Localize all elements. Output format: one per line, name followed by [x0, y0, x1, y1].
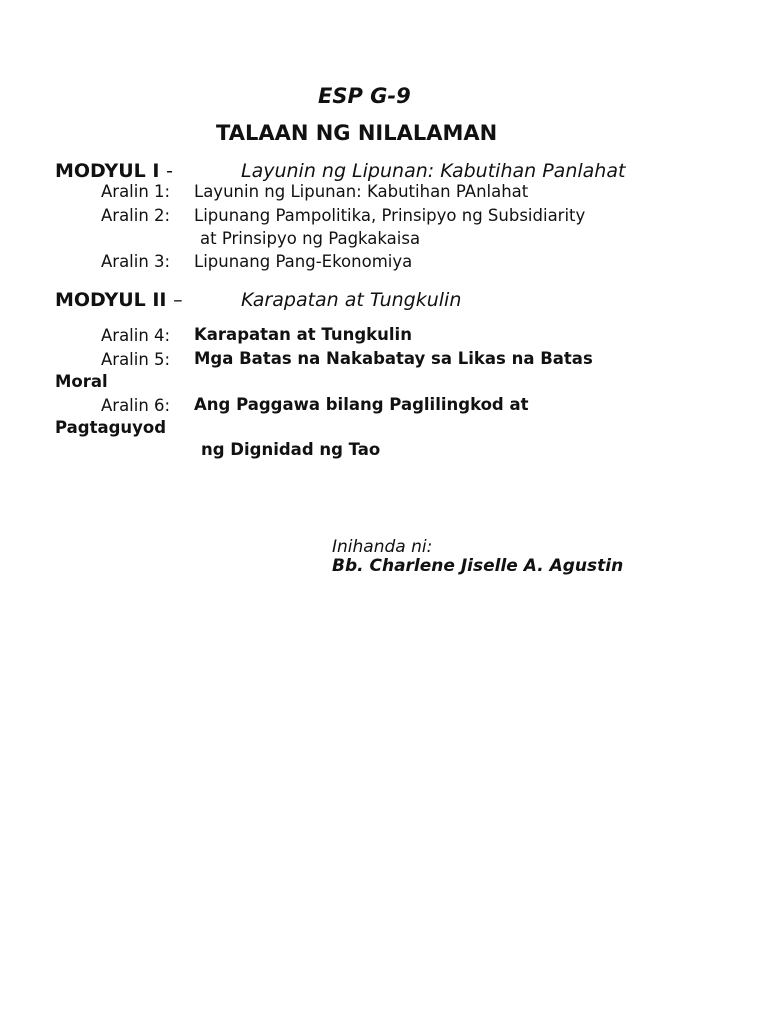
aralin-5-title-wrap: Moral [55, 372, 108, 391]
aralin-5-title: Mga Batas na Nakabatay sa Likas na Batas [194, 349, 593, 368]
document-title: ESP G-9 [318, 84, 411, 108]
toc-heading: TALAAN NG NILALAMAN [216, 121, 498, 145]
aralin-3-title: Lipunang Pang-Ekonomiya [194, 252, 413, 271]
modyul-1-label-text: MODYUL I [55, 160, 160, 182]
modyul-2-title: Karapatan at Tungkulin [241, 289, 462, 311]
prepared-by-name: Bb. Charlene Jiselle A. Agustin [332, 556, 624, 576]
aralin-4-number: Aralin 4: [101, 326, 171, 345]
aralin-2-number: Aralin 2: [101, 206, 171, 225]
aralin-2-title: Lipunang Pampolitika, Prinsipyo ng Subsidiarity [194, 206, 586, 225]
aralin-6-number: Aralin 6: [101, 396, 171, 415]
aralin-1-title: Layunin ng Lipunan: Kabutihan PAnlahat [194, 182, 529, 201]
prepared-by-label: Inihanda ni: [332, 537, 433, 557]
modyul-2-separator: – [173, 289, 183, 311]
aralin-4-title: Karapatan at Tungkulin [194, 325, 412, 344]
modyul-1-separator: - [166, 160, 173, 182]
aralin-6-title: Ang Paggawa bilang Paglilingkod at [194, 395, 529, 414]
modyul-2-label-text: MODYUL II [55, 289, 167, 311]
aralin-1-number: Aralin 1: [101, 182, 171, 201]
modyul-2-label [55, 289, 183, 311]
modyul-1-title: Layunin ng Lipunan: Kabutihan Panlahat [241, 160, 626, 182]
aralin-3-number: Aralin 3: [101, 252, 171, 271]
aralin-5-number: Aralin 5: [101, 350, 171, 369]
modyul-1-label [55, 160, 173, 182]
aralin-6-title-wrap: Pagtaguyod [55, 418, 167, 437]
aralin-6-title-continuation: ng Dignidad ng Tao [201, 440, 381, 459]
aralin-2-title-continuation: at Prinsipyo ng Pagkakaisa [200, 229, 421, 248]
